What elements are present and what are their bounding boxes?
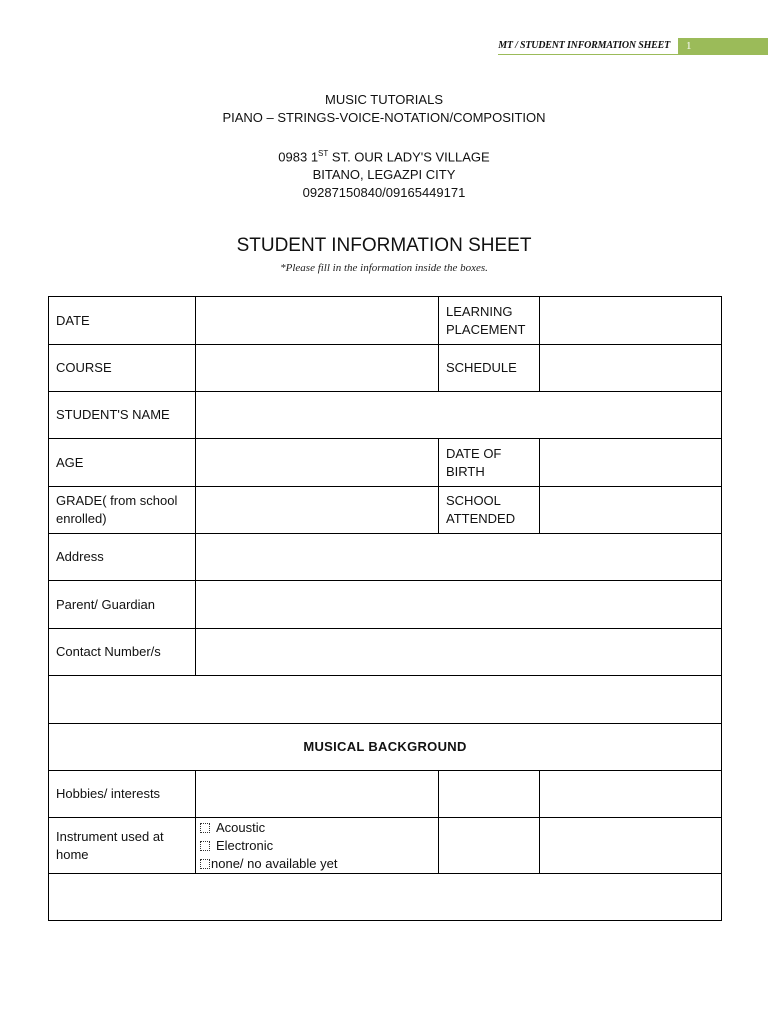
instrument-label: Instrument used at home: [49, 818, 196, 874]
contact-number-field[interactable]: [196, 629, 722, 676]
form-row: [49, 676, 722, 724]
date-of-birth-label: DATE OF BIRTH: [439, 439, 540, 487]
date-of-birth-field[interactable]: [540, 439, 722, 487]
street-address: 0983 1ST ST. OUR LADY'S VILLAGE: [278, 149, 490, 165]
checkbox[interactable]: [200, 841, 210, 851]
school-attended-label: SCHOOL ATTENDED: [439, 487, 540, 534]
running-head: [498, 38, 768, 55]
grade-field[interactable]: [196, 487, 439, 534]
hobbies-field[interactable]: [196, 771, 439, 818]
form-row: [49, 874, 722, 921]
school-attended-field[interactable]: [540, 487, 722, 534]
contact-number-label: Contact Number/s: [49, 629, 196, 676]
age-field[interactable]: [196, 439, 439, 487]
form-row: [49, 581, 722, 629]
student-name-label: STUDENT'S NAME: [49, 392, 196, 439]
address-block: [0, 145, 768, 202]
form-row: [49, 629, 722, 676]
schedule-field[interactable]: [540, 345, 722, 392]
date-label: DATE: [49, 297, 196, 345]
blank-field[interactable]: [49, 676, 722, 724]
form-row: [49, 487, 722, 534]
address-field[interactable]: [196, 534, 722, 581]
instrument-extra-field[interactable]: [540, 818, 722, 874]
checkbox[interactable]: [200, 823, 210, 833]
page-number: 1: [678, 38, 768, 55]
student-name-field[interactable]: [196, 392, 722, 439]
form-row: [49, 818, 722, 874]
parent-guardian-label: Parent/ Guardian: [49, 581, 196, 629]
instrument-extra-field[interactable]: [439, 818, 540, 874]
address-label: Address: [49, 534, 196, 581]
learning-placement-field[interactable]: [540, 297, 722, 345]
schedule-label: SCHEDULE: [439, 345, 540, 392]
student-info-form: [48, 296, 722, 921]
instrument-options: [196, 818, 439, 874]
musical-background-heading: MUSICAL BACKGROUND: [49, 724, 722, 771]
organization-header: [0, 91, 768, 127]
age-label: AGE: [49, 439, 196, 487]
form-row: [49, 771, 722, 818]
running-head-title: MT / STUDENT INFORMATION SHEET: [498, 38, 678, 55]
grade-label: GRADE( from school enrolled): [49, 487, 196, 534]
option-acoustic[interactable]: [200, 819, 434, 837]
fill-instructions: *Please fill in the information inside the boxes.: [280, 262, 488, 274]
option-label: none/ no available yet: [211, 855, 338, 871]
form-row: [49, 439, 722, 487]
checkbox[interactable]: [200, 859, 210, 869]
learning-placement-label: LEARNING PLACEMENT: [439, 297, 540, 345]
form-row: [49, 724, 722, 771]
form-row: [49, 392, 722, 439]
form-row: [49, 534, 722, 581]
hobbies-extra-field[interactable]: [439, 771, 540, 818]
blank-field[interactable]: [49, 874, 722, 921]
option-none[interactable]: [200, 855, 434, 873]
hobbies-extra-field[interactable]: [540, 771, 722, 818]
option-electronic[interactable]: [200, 837, 434, 855]
phone-numbers: 09287150840/09165449171: [302, 185, 466, 201]
form-row: [49, 297, 722, 345]
sheet-title: STUDENT INFORMATION SHEET: [236, 235, 532, 256]
course-list: PIANO – STRINGS-VOICE-NOTATION/COMPOSITION: [222, 110, 546, 125]
course-label: COURSE: [49, 345, 196, 392]
hobbies-label: Hobbies/ interests: [49, 771, 196, 818]
form-row: [49, 345, 722, 392]
option-label: Acoustic: [216, 819, 266, 835]
city-address: BITANO, LEGAZPI CITY: [312, 167, 456, 183]
parent-guardian-field[interactable]: [196, 581, 722, 629]
org-name: MUSIC TUTORIALS: [325, 92, 443, 107]
date-field[interactable]: [196, 297, 439, 345]
option-label: Electronic: [216, 837, 274, 853]
course-field[interactable]: [196, 345, 439, 392]
